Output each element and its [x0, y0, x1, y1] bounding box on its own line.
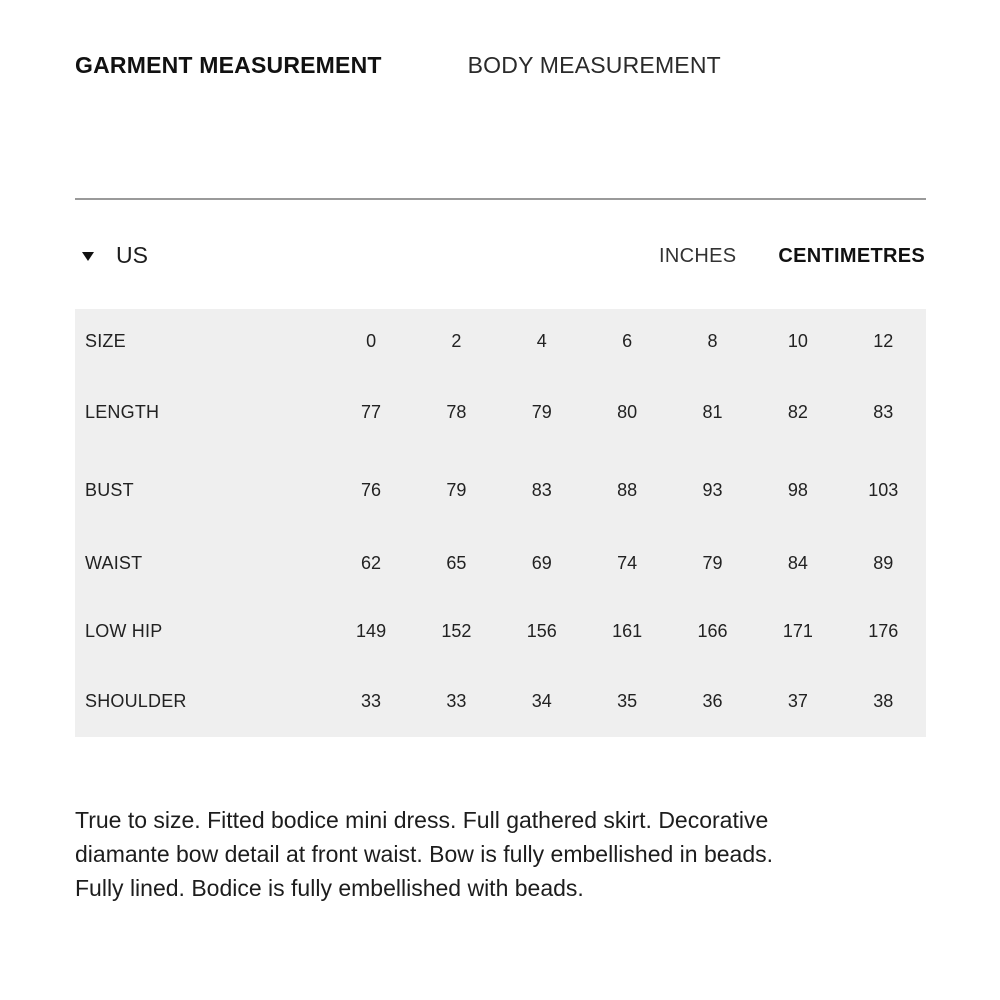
table-cell: 78: [446, 401, 467, 422]
unit-toggle: [659, 245, 925, 268]
table-cell: 76: [361, 479, 382, 500]
table-row-shoulder: [75, 665, 926, 737]
table-header-row: [75, 309, 926, 373]
table-cell: 82: [787, 401, 808, 422]
table-cell: 33: [361, 690, 382, 711]
row-label: WAIST: [85, 552, 143, 573]
size-header-cell: 12: [873, 330, 894, 351]
table-cell: 161: [612, 620, 643, 641]
row-label: LENGTH: [85, 401, 160, 422]
table-row-waist: [75, 529, 926, 597]
region-dropdown[interactable]: [82, 242, 148, 269]
table-cell: 65: [446, 552, 467, 573]
table-cell: 79: [446, 479, 467, 500]
table-cell: 81: [702, 401, 723, 422]
row-label: BUST: [85, 479, 134, 500]
table-cell: 156: [526, 620, 557, 641]
table-cell: 89: [873, 552, 894, 573]
size-header-cell: 10: [787, 330, 808, 351]
size-header-label: SIZE: [85, 330, 126, 351]
caret-down-icon: [82, 252, 94, 261]
unit-centimetres-button[interactable]: CENTIMETRES: [778, 245, 925, 267]
table-cell: 77: [361, 401, 382, 422]
table-cell: 74: [617, 552, 638, 573]
region-selected-label: US: [116, 242, 148, 268]
table-cell: 83: [531, 479, 552, 500]
size-header-cell: 2: [451, 330, 462, 351]
table-cell: 98: [787, 479, 808, 500]
table-cell: 80: [617, 401, 638, 422]
table-cell: 88: [617, 479, 638, 500]
size-header-cell: 0: [366, 330, 377, 351]
size-header-cell: 4: [536, 330, 547, 351]
table-cell: 83: [873, 401, 894, 422]
tab-garment-measurement[interactable]: GARMENT MEASUREMENT: [75, 52, 382, 78]
table-cell: 36: [702, 690, 723, 711]
table-cell: 62: [361, 552, 382, 573]
table-cell: 149: [356, 620, 387, 641]
size-header-cell: 8: [707, 330, 718, 351]
row-label: LOW HIP: [85, 620, 163, 641]
table-cell: 33: [446, 690, 467, 711]
table-row-length: [75, 373, 926, 451]
size-table: [75, 309, 926, 737]
table-cell: 37: [787, 690, 808, 711]
unit-inches-button[interactable]: INCHES: [658, 245, 737, 267]
table-cell: 171: [782, 620, 813, 641]
size-header-cell: 6: [622, 330, 633, 351]
table-row-bust: [75, 451, 926, 529]
table-cell: 34: [531, 690, 552, 711]
table-cell: 176: [868, 620, 899, 641]
table-cell: 103: [868, 479, 899, 500]
tab-body-measurement[interactable]: BODY MEASUREMENT: [467, 52, 721, 78]
table-cell: 152: [441, 620, 472, 641]
table-cell: 38: [873, 690, 894, 711]
table-cell: 69: [531, 552, 552, 573]
row-label: SHOULDER: [85, 690, 187, 711]
divider: [75, 198, 926, 200]
table-row-low-hip: [75, 597, 926, 665]
table-cell: 79: [702, 552, 723, 573]
table-cell: 35: [617, 690, 638, 711]
table-cell: 166: [697, 620, 728, 641]
measurement-tabs: [75, 52, 721, 79]
table-cell: 84: [787, 552, 808, 573]
product-description: True to size. Fitted bodice mini dress. Full gathered skirt. Decorative diamante bow detail at front waist. Bow is fully embellished in beads. Fully lined. Bodice is fully embellished with beads.: [75, 807, 774, 901]
table-cell: 79: [531, 401, 552, 422]
table-cell: 93: [702, 479, 723, 500]
